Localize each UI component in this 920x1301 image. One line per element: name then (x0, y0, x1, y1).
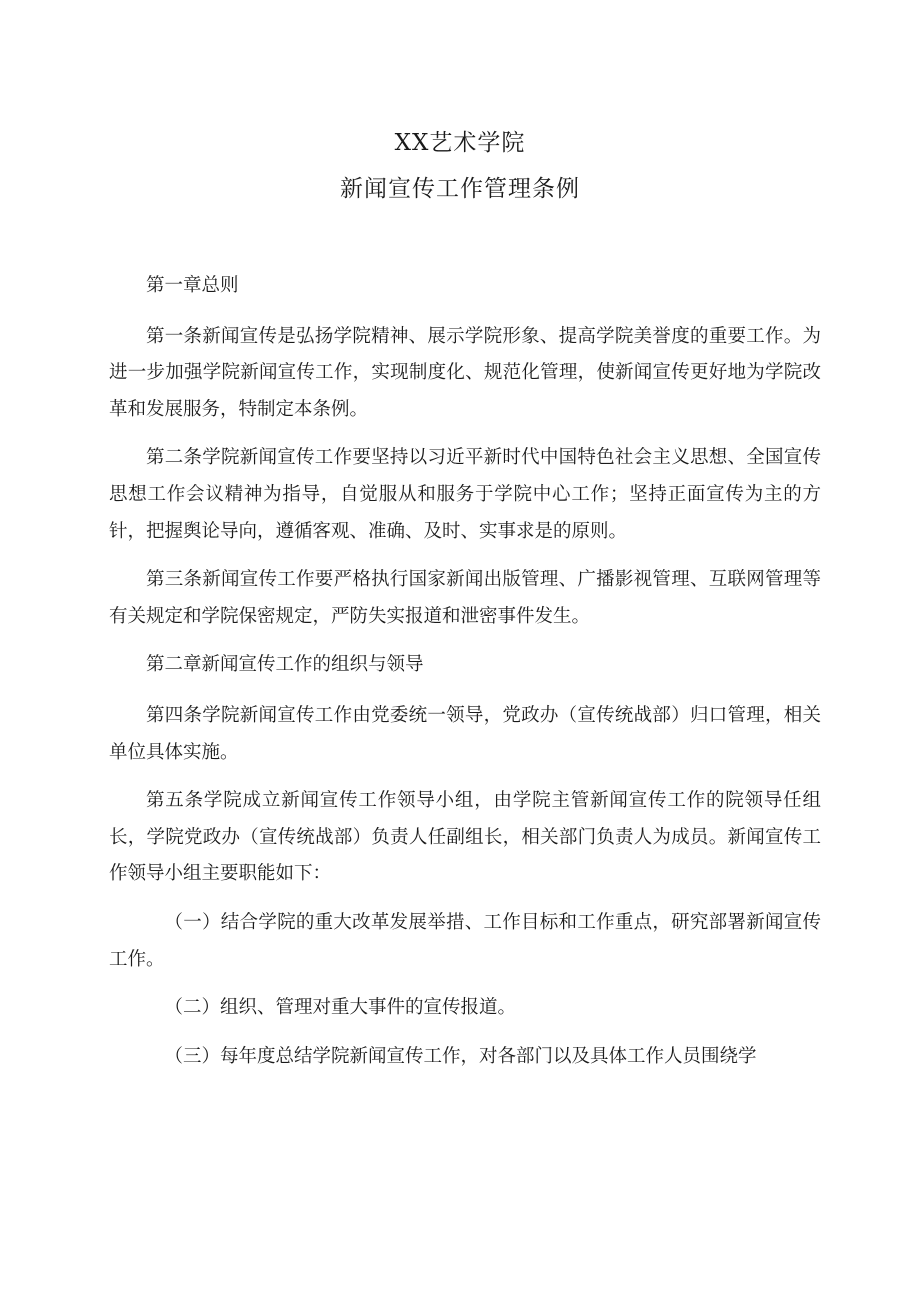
list-item-1: （一）结合学院的重大改革发展举措、工作目标和工作重点，研究部署新闻宣传工作。 (109, 911, 821, 970)
article-4: 第四条学院新闻宣传工作由党委统一领导，党政办（宣传统战部）归口管理，相关单位具体实施。 (109, 704, 821, 763)
list-item-2: （二）组织、管理对重大事件的宣传报道。 (164, 997, 517, 1019)
article-1: 第一条新闻宣传是弘扬学院精神、展示学院形象、提高学院美誉度的重要工作。为进一步加强学院新闻宣传工作，实现制度化、规范化管理，使新闻宣传更好地为学院改革和发展服务，特制定本条例。 (109, 325, 821, 420)
document-body (109, 268, 821, 1087)
title-regulation: 新闻宣传工作管理条例 (340, 176, 580, 202)
article-2: 第二条学院新闻宣传工作要坚持以习近平新时代中国特色社会主义思想、全国宣传思想工作会议精神为指导，自觉服从和服务于学院中心工作；坚持正面宣传为主的方针，把握舆论导向，遵循客观、准确、及时、实事求是的原则。 (109, 447, 821, 542)
document-title (0, 120, 920, 212)
chapter-heading-1: 第一章总则 (146, 275, 239, 296)
list-item-3: （三）每年度总结学院新闻宣传工作，对各部门以及具体工作人员围绕学 (164, 1045, 757, 1067)
article-3: 第三条新闻宣传工作要严格执行国家新闻出版管理、广播影视管理、互联网管理等有关规定和学院保密规定，严防失实报道和泄密事件发生。 (109, 569, 821, 627)
chapter-heading-2: 第二章新闻宣传工作的组织与领导 (146, 654, 424, 676)
article-5: 第五条学院成立新闻宣传工作领导小组，由学院主管新闻宣传工作的院领导任组长，学院党政办（宣传统战部）负责人任副组长，相关部门负责人为成员。新闻宣传工作领导小组主要职能如下： (109, 790, 821, 885)
title-institution: XX艺术学院 (394, 130, 526, 156)
